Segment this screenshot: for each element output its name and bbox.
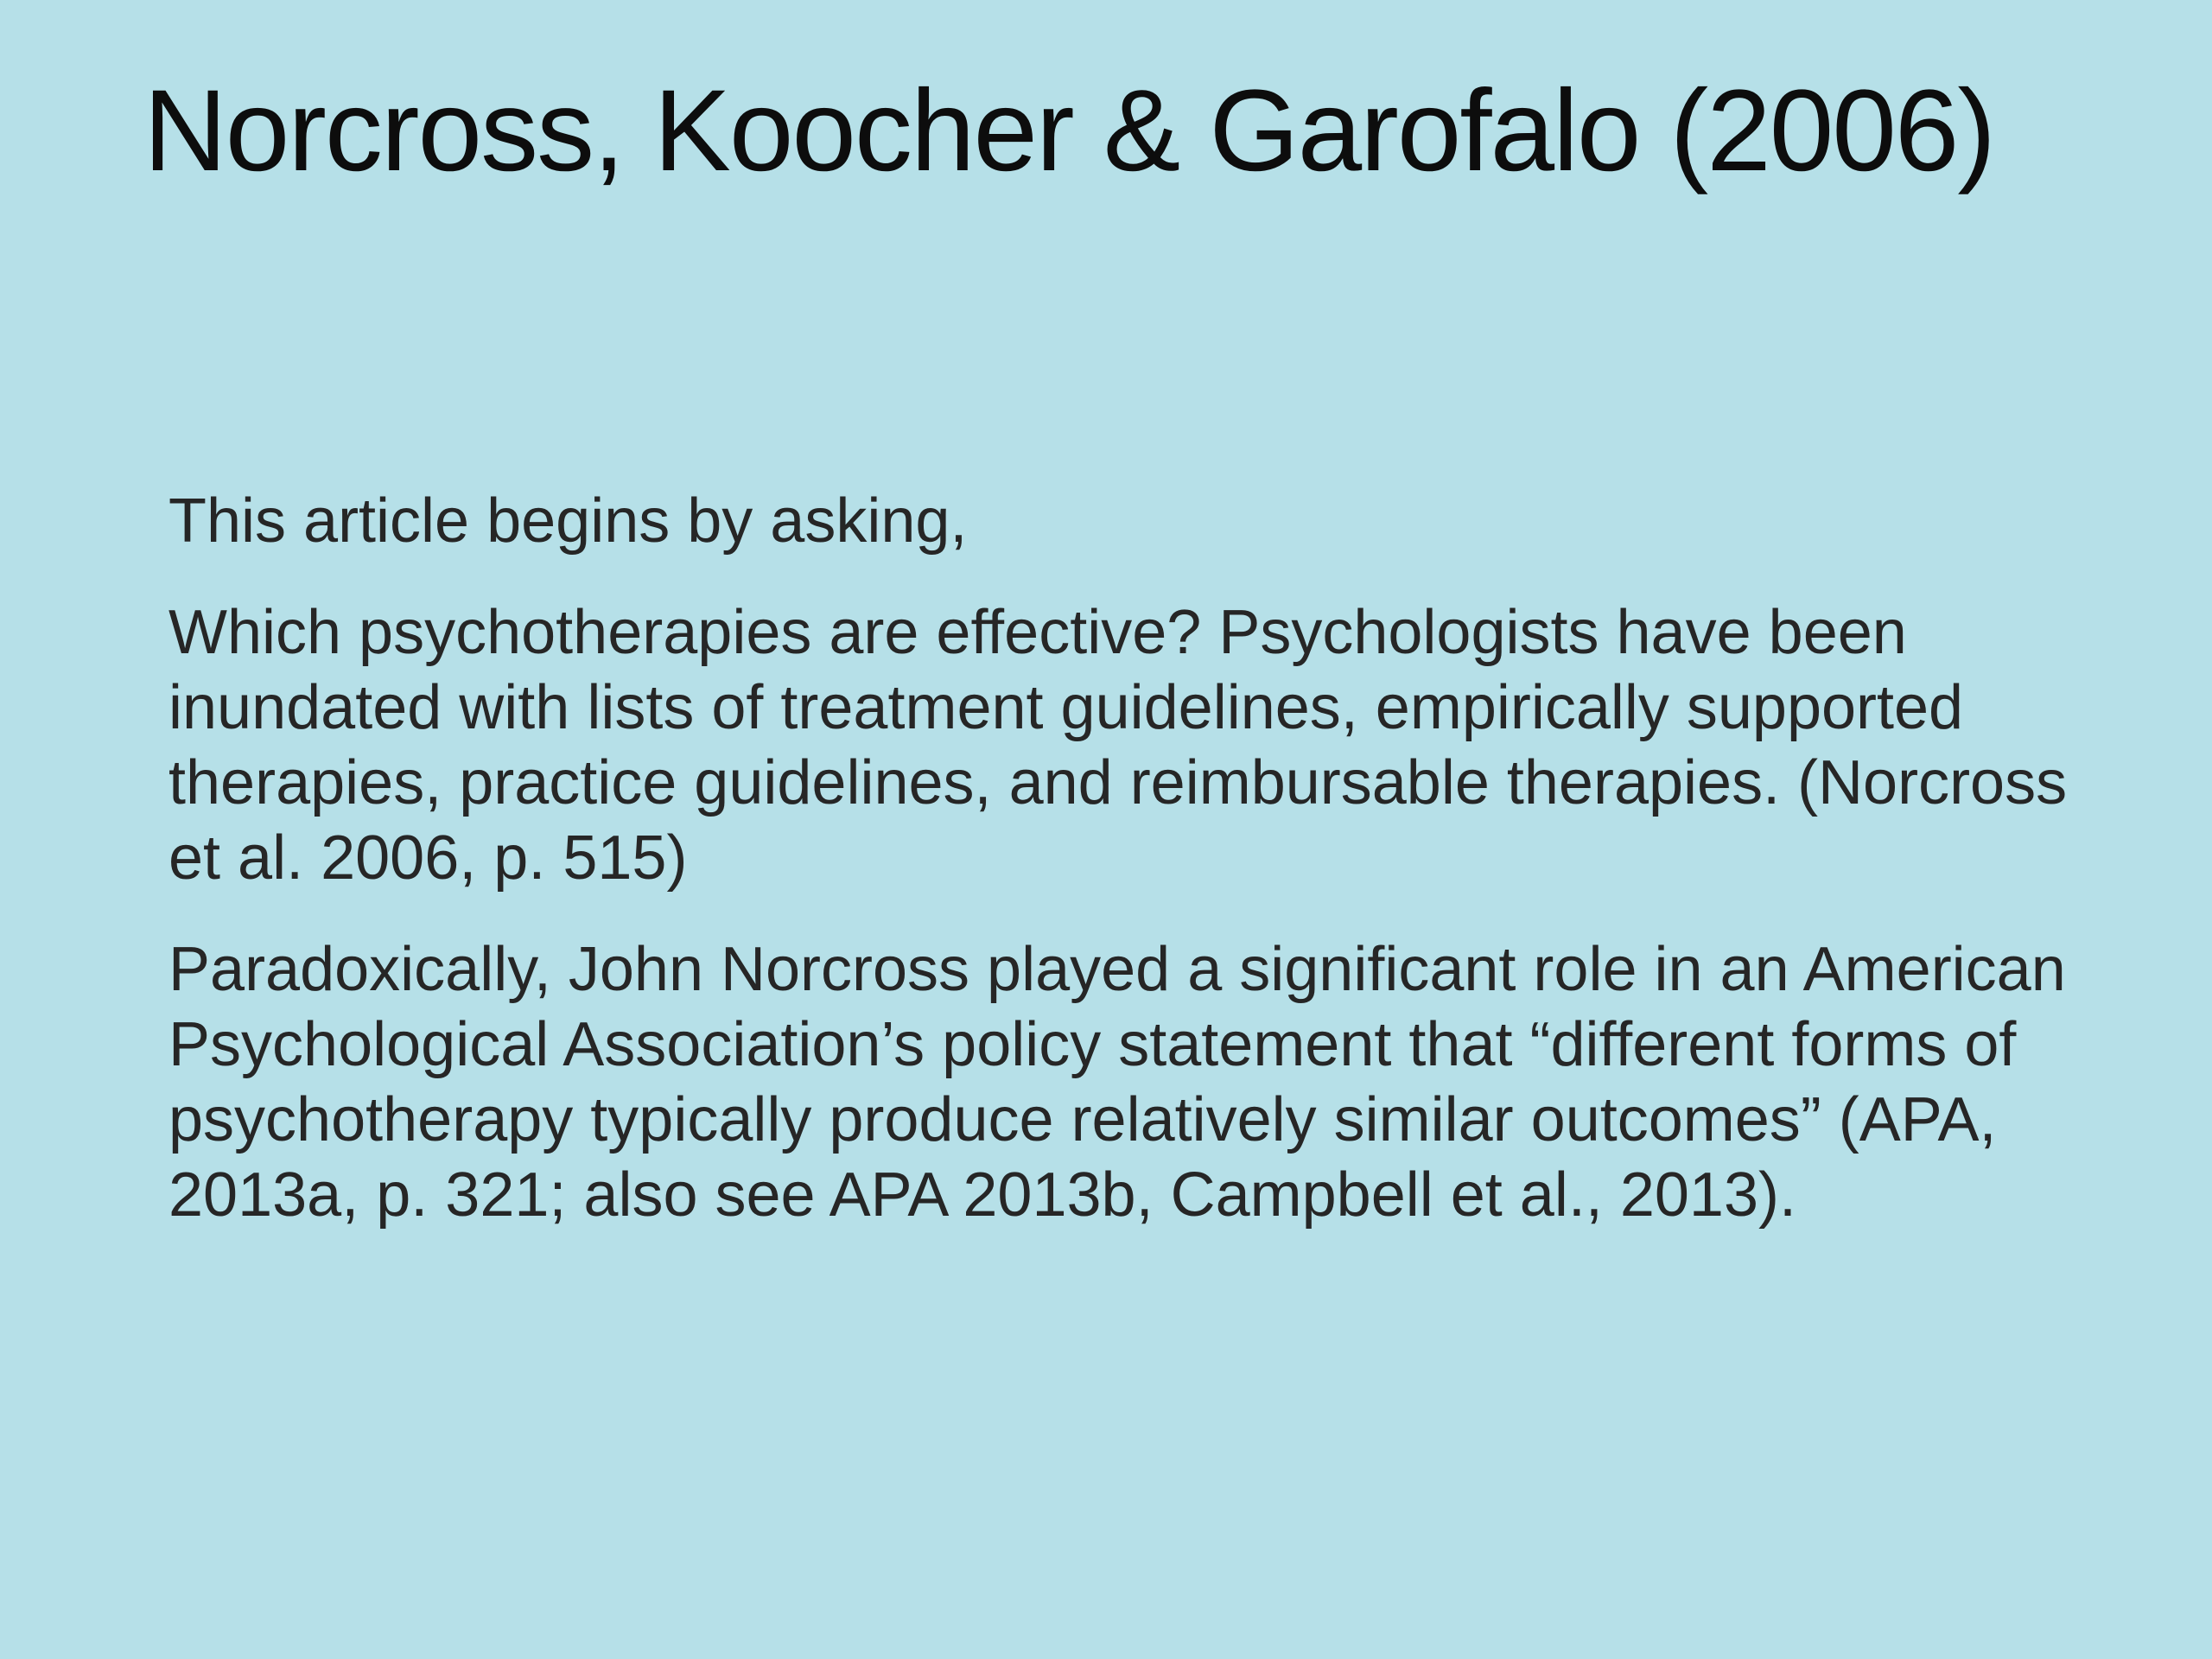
intro-paragraph: This article begins by asking, [168,486,968,556]
slide-body [168,484,2069,1269]
commentary-paragraph: Paradoxically, John Norcross played a significant role in an American Psychological Association’s policy statement that “different forms of psychotherapy typically produce relatively similar outcomes” (APA, 2013a, p. 321; also see APA 2013b, Campbell et al., 2013). [168,935,2066,1230]
quote-paragraph: Which psychotherapies are effective? Psychologists have been inundated with lists of treatment guidelines, empirically supported therapies, practice guidelines, and reimbursable therapies. (Norcross et al. 2006, p. 515) [168,598,2068,893]
slide-title: Norcross, Koocher & Garofalo (2006) [143,67,1994,195]
